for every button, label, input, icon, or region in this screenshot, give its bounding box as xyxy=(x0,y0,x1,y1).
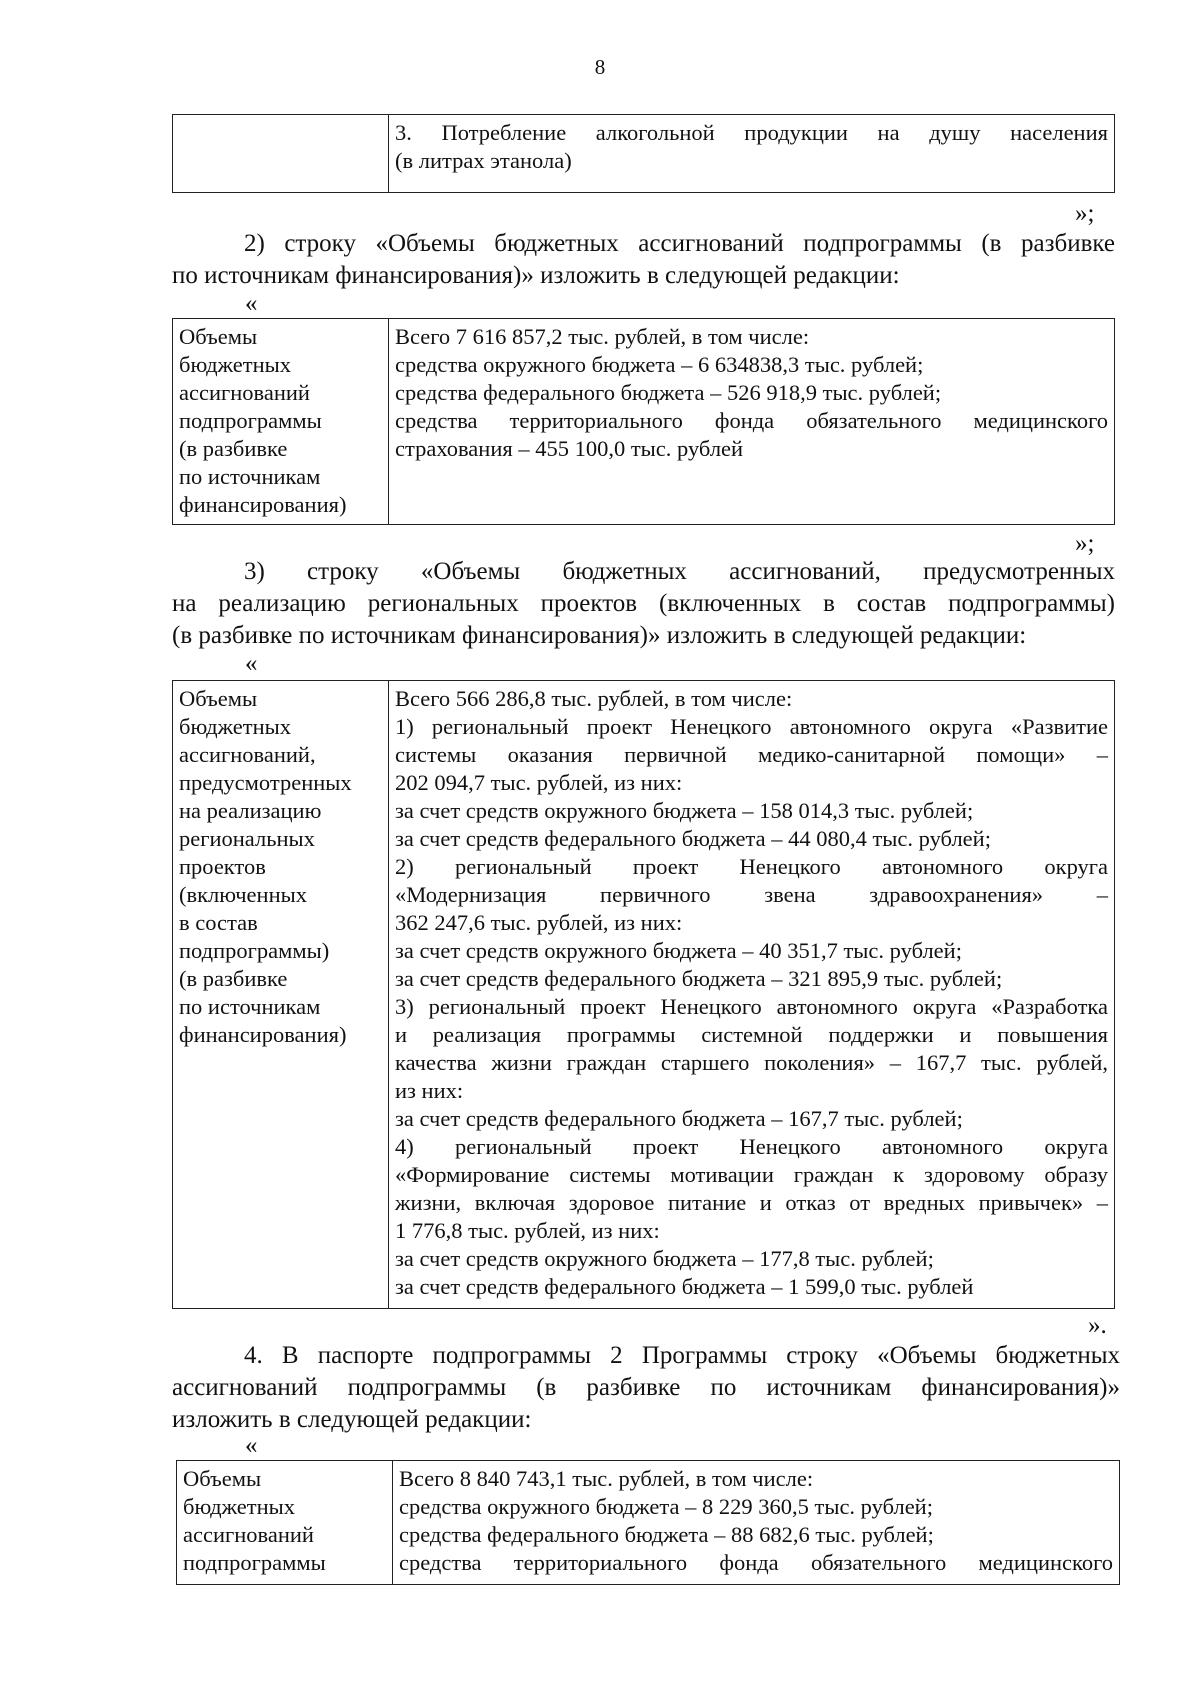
paragraph-line: (в разбивке по источникам финансирования)» изложить в следующей редакции: xyxy=(172,622,1027,649)
value-line: качества жизни граждан старшего поколения» – 167,7 тыс. рублей, xyxy=(395,1050,1108,1075)
value-line: средства территориального фонда обязательного медицинского xyxy=(395,408,1108,433)
closing-quote: ». xyxy=(1088,1312,1107,1339)
label-line: в состав xyxy=(179,910,258,935)
label-line: бюджетных xyxy=(179,352,292,377)
label-line: по источникам xyxy=(179,994,321,1019)
value-line: за счет средств окружного бюджета – 177,8 тыс. рублей; xyxy=(395,1246,934,1271)
label-line: подпрограммы xyxy=(179,408,322,433)
label-line: (включенных xyxy=(179,882,307,907)
value-line: 4) региональный проект Ненецкого автономного округа xyxy=(395,1134,1108,1159)
value-line: «Модернизация первичного звена здравоохранения» – xyxy=(395,882,1108,907)
page-number: 8 xyxy=(594,55,606,79)
value-line: за счет средств окружного бюджета – 158 014,3 тыс. рублей; xyxy=(395,798,974,823)
table2-label-cell xyxy=(173,319,389,525)
table3-label-cell xyxy=(173,681,389,1309)
label-line: (в разбивке xyxy=(179,436,288,461)
paragraph-line: на реализацию региональных проектов (включенных в состав подпрограммы) xyxy=(172,590,1115,617)
table-indicators-continuation xyxy=(172,114,1115,193)
label-line: проектов xyxy=(179,854,266,879)
closing-quote: »; xyxy=(1075,530,1095,557)
value-line: 3) региональный проект Ненецкого автономного округа «Разработка xyxy=(395,994,1108,1019)
value-line: за счет средств федерального бюджета – 321 895,9 тыс. рублей; xyxy=(395,966,1003,991)
table-subprogram-2-budget xyxy=(176,1460,1120,1585)
table4-value-cell xyxy=(393,1461,1120,1585)
label-line: ассигнований, xyxy=(179,742,316,767)
value-line: за счет средств окружного бюджета – 40 351,7 тыс. рублей; xyxy=(395,938,962,963)
label-line: подпрограммы xyxy=(183,1550,326,1575)
label-line: предусмотренных xyxy=(179,770,352,795)
label-line: на реализацию xyxy=(179,798,322,823)
value-line: из них: xyxy=(395,1078,464,1103)
value-line: средства окружного бюджета – 6 634838,3 тыс. рублей; xyxy=(395,352,924,377)
value-line: средства территориального фонда обязательного медицинского xyxy=(399,1550,1113,1575)
table-top-left-cell xyxy=(173,115,389,193)
value-line: Всего 566 286,8 тыс. рублей, в том числе: xyxy=(395,686,793,711)
table3-value-cell xyxy=(389,681,1115,1309)
paragraph-line: 3) строку «Объемы бюджетных ассигнований, предусмотренных xyxy=(244,558,1115,585)
label-line: региональных xyxy=(179,826,315,851)
table-subprogram-budget xyxy=(172,318,1115,525)
opening-quote: « xyxy=(245,650,258,677)
table4-label-cell xyxy=(177,1461,393,1585)
value-line: 2) региональный проект Ненецкого автономного округа xyxy=(395,854,1108,879)
label-line: финансирования) xyxy=(179,492,347,517)
label-line: финансирования) xyxy=(179,1022,347,1047)
table-top-line: 3. Потребление алкогольной продукции на душу населения xyxy=(395,120,1108,145)
paragraph-line: ассигнований подпрограммы (в разбивке по источникам финансирования)» xyxy=(172,1374,1120,1401)
value-line: средства федерального бюджета – 88 682,6 тыс. рублей; xyxy=(399,1522,934,1547)
value-line: за счет средств федерального бюджета – 167,7 тыс. рублей; xyxy=(395,1106,963,1131)
label-line: Объемы xyxy=(183,1466,262,1491)
value-line: 1 776,8 тыс. рублей, из них: xyxy=(395,1218,660,1243)
paragraph-item-4 xyxy=(172,1340,1120,1436)
value-line: средства окружного бюджета – 8 229 360,5 тыс. рублей; xyxy=(399,1494,933,1519)
table-regional-projects-budget xyxy=(172,680,1115,1309)
table-top-right-cell xyxy=(389,115,1115,193)
value-line: системы оказания первичной медико-санитарной помощи» – xyxy=(395,742,1108,767)
value-line: 1) региональный проект Ненецкого автономного округа «Развитие xyxy=(395,714,1108,739)
value-line: и реализация программы системной поддержки и повышения xyxy=(395,1022,1108,1047)
value-line: за счет средств федерального бюджета – 44 080,4 тыс. рублей; xyxy=(395,826,991,851)
label-line: Объемы xyxy=(179,324,258,349)
value-line: страхования – 455 100,0 тыс. рублей xyxy=(395,436,744,461)
label-line: подпрограммы) xyxy=(179,938,330,963)
table-top-line: (в литрах этанола) xyxy=(395,148,572,173)
paragraph-item-2 xyxy=(172,228,1115,292)
label-line: (в разбивке xyxy=(179,966,288,991)
table2-value-cell xyxy=(389,319,1115,525)
paragraph-line: изложить в следующей редакции: xyxy=(172,1406,532,1433)
value-line: Всего 7 616 857,2 тыс. рублей, в том числе: xyxy=(395,324,810,349)
paragraph-item-3 xyxy=(172,556,1115,652)
label-line: по источникам xyxy=(179,464,321,489)
value-line: Всего 8 840 743,1 тыс. рублей, в том числе: xyxy=(399,1466,814,1491)
paragraph-line: по источникам финансирования)» изложить в следующей редакции: xyxy=(172,262,900,289)
label-line: бюджетных xyxy=(183,1494,296,1519)
paragraph-line: 2) строку «Объемы бюджетных ассигнований подпрограммы (в разбивке xyxy=(244,230,1115,257)
value-line: за счет средств федерального бюджета – 1 599,0 тыс. рублей xyxy=(395,1274,974,1299)
value-line: «Формирование системы мотивации граждан к здоровому образу xyxy=(395,1162,1108,1187)
label-line: ассигнований xyxy=(179,380,310,405)
paragraph-line: 4. В паспорте подпрограммы 2 Программы строку «Объемы бюджетных xyxy=(244,1342,1120,1369)
opening-quote: « xyxy=(245,290,258,317)
label-line: ассигнований xyxy=(183,1522,314,1547)
value-line: жизни, включая здоровое питание и отказ от вредных привычек» – xyxy=(395,1190,1108,1215)
closing-quote: »; xyxy=(1075,200,1095,227)
value-line: 202 094,7 тыс. рублей, из них: xyxy=(395,770,683,795)
opening-quote: « xyxy=(245,1432,258,1459)
label-line: Объемы xyxy=(179,686,258,711)
value-line: средства федерального бюджета – 526 918,9 тыс. рублей; xyxy=(395,380,942,405)
value-line: 362 247,6 тыс. рублей, из них: xyxy=(395,910,683,935)
label-line: бюджетных xyxy=(179,714,292,739)
